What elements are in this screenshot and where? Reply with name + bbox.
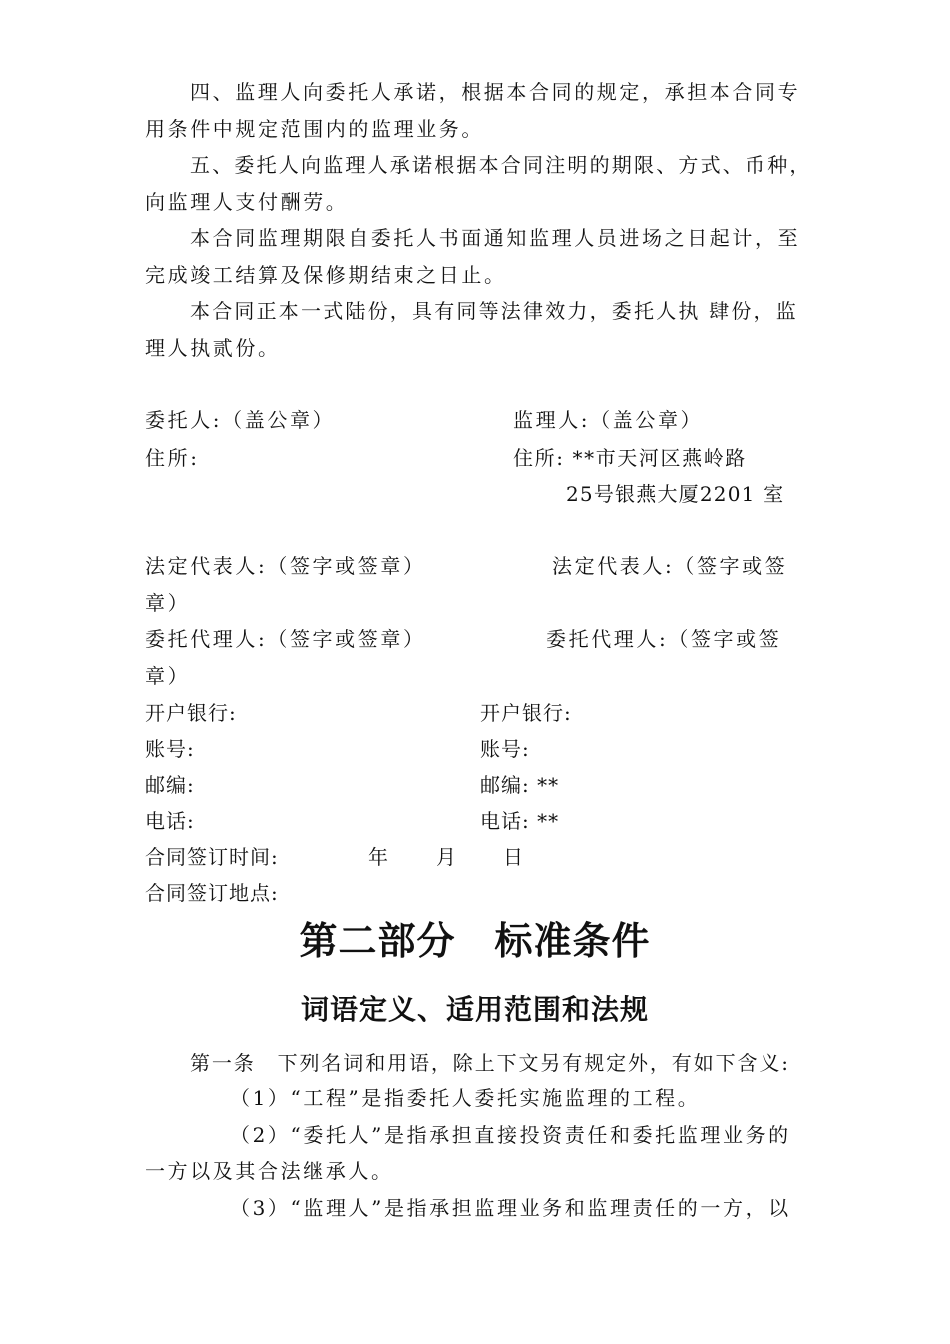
supervisor-postcode: 邮编: ** (480, 773, 560, 797)
supervisor-seal-label: 监理人:（盖公章） (513, 408, 704, 432)
sign-place-label: 合同签订地点: (145, 881, 279, 905)
term-paragraph-line-2: 完成竣工结算及保修期结束之日止。 (145, 263, 507, 287)
clause-five-line-1: 五、委托人向监理人承诺根据本合同注明的期限、方式、币种， (190, 153, 812, 177)
agent-wrap: 章） (145, 664, 191, 688)
client-account-label: 账号: (145, 737, 195, 761)
clause-four-line-2: 用条件中规定范围内的监理业务。 (145, 117, 484, 141)
legal-rep-wrap: 章） (145, 591, 191, 615)
supervisor-phone: 电话: ** (480, 809, 560, 833)
clause-five-line-2: 向监理人支付酬劳。 (145, 190, 349, 214)
client-address-label: 住所: (145, 446, 200, 470)
term-paragraph-line-1: 本合同监理期限自委托人书面通知监理人员进场之日起计，至 (190, 226, 801, 250)
sign-month: 月 (436, 845, 459, 869)
supervisor-address-line-1: 住所: **市天河区燕岭路 (513, 446, 747, 470)
part-two-title: 第二部分 标准条件 (299, 919, 651, 963)
supervisor-address-line-2: 25号银燕大厦2201 室 (566, 482, 785, 506)
supervisor-agent: 委托代理人:（签字或签 (546, 627, 782, 651)
clause-four-line-1: 四、监理人向委托人承诺，根据本合同的规定，承担本合同专 (190, 80, 801, 104)
definition-item-3-line-1: （3）“监理人”是指承担监理业务和监理责任的一方，以 (230, 1196, 791, 1220)
supervisor-legal-rep: 法定代表人:（签字或签 (552, 554, 788, 578)
client-seal-label: 委托人:（盖公章） (145, 408, 336, 432)
sign-year: 年 (368, 845, 391, 869)
client-bank-label: 开户银行: (145, 701, 237, 725)
copies-paragraph-line-1: 本合同正本一式陆份，具有同等法律效力，委托人执 肆份，监 (190, 299, 798, 323)
sign-day: 日 (503, 845, 526, 869)
supervisor-account-label: 账号: (480, 737, 530, 761)
definition-item-2-line-2: 一方以及其合法继承人。 (145, 1159, 394, 1183)
supervisor-bank-label: 开户银行: (480, 701, 572, 725)
definition-item-1: （1）“工程”是指委托人委托实施监理的工程。 (230, 1086, 701, 1110)
client-legal-rep: 法定代表人:（签字或签章） (145, 554, 426, 578)
client-postcode-label: 邮编: (145, 773, 195, 797)
sign-time-label: 合同签订时间: (145, 845, 279, 869)
definition-item-2-line-1: （2）“委托人”是指承担直接投资责任和委托监理业务的 (230, 1123, 791, 1147)
section-subtitle: 词语定义、适用范围和法规 (300, 993, 649, 1026)
article-one-intro: 第一条 下列名词和用语，除上下文另有规定外，有如下含义: (190, 1051, 790, 1075)
client-agent: 委托代理人:（签字或签章） (145, 627, 426, 651)
copies-paragraph-line-2: 理人执贰份。 (145, 336, 281, 360)
client-phone-label: 电话: (145, 809, 195, 833)
